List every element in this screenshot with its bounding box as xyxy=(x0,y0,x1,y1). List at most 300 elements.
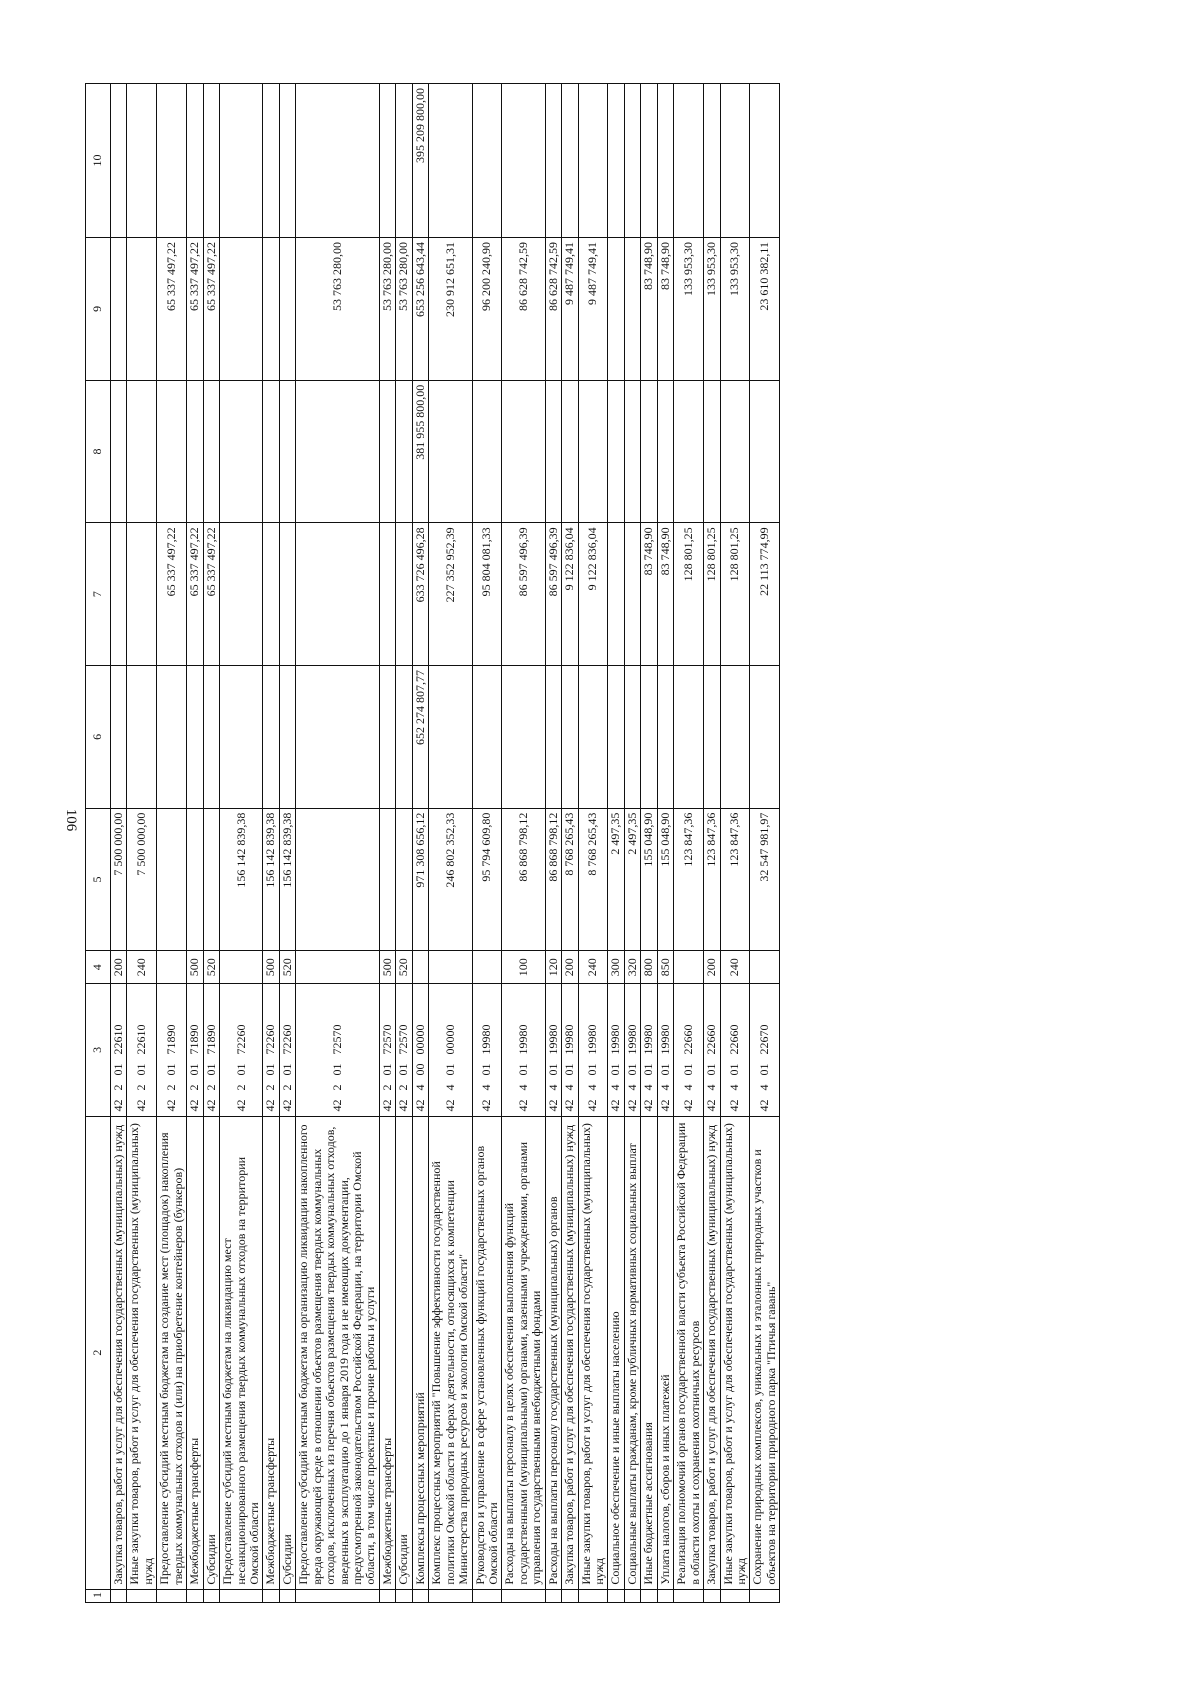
classification-code-cell xyxy=(157,984,187,1116)
expense-name-cell: Иные закупки товаров, работ и услуг для обеспечения государственных (муниципальных) нужд xyxy=(578,1116,608,1589)
expense-name-cell: Субсидии xyxy=(279,1116,295,1589)
amount-cell-c8 xyxy=(674,380,704,523)
amount-cell-c6 xyxy=(704,666,720,809)
code-parts xyxy=(414,988,427,1111)
col1-cell xyxy=(412,1589,428,1602)
classification-code-cell xyxy=(720,984,750,1116)
code-part: 19980 xyxy=(641,1024,656,1055)
code-parts xyxy=(586,988,599,1111)
code-parts xyxy=(547,988,560,1111)
code-part: 22670 xyxy=(757,1024,772,1055)
amount-cell-c5 xyxy=(396,808,412,951)
col1-cell xyxy=(296,1589,380,1602)
code-part: 01 xyxy=(442,1063,457,1076)
amount-cell-c6 xyxy=(111,666,127,809)
amount-cell-c8 xyxy=(220,380,263,523)
expense-type-cell: 520 xyxy=(203,951,219,984)
col1-cell xyxy=(562,1589,578,1602)
expense-type-cell: 500 xyxy=(263,951,279,984)
table-row xyxy=(704,84,720,1603)
table-row xyxy=(674,84,704,1603)
amount-cell-c10 xyxy=(263,84,279,238)
amount-cell-c10: 395 209 800,00 xyxy=(412,84,428,238)
code-part: 19980 xyxy=(479,1024,494,1055)
classification-code-cell xyxy=(608,984,624,1116)
code-part: 22660 xyxy=(727,1024,742,1055)
amount-cell-c6 xyxy=(608,666,624,809)
code-parts xyxy=(281,988,294,1111)
col1-cell xyxy=(720,1589,750,1602)
amount-cell-c8 xyxy=(379,380,395,523)
expense-type-cell: 240 xyxy=(127,951,157,984)
code-part: 01 xyxy=(657,1063,672,1076)
amount-cell-c8 xyxy=(704,380,720,523)
classification-code-cell xyxy=(674,984,704,1116)
amount-cell-c7: 9 122 836,04 xyxy=(578,523,608,666)
amount-cell-c9: 53 763 280,00 xyxy=(379,238,395,381)
code-part: 42 xyxy=(585,1099,600,1112)
code-part: 01 xyxy=(164,1063,179,1076)
table-row xyxy=(502,84,545,1603)
amount-cell-c7: 65 337 497,22 xyxy=(203,523,219,666)
amount-cell-c6 xyxy=(396,666,412,809)
amount-cell-c8 xyxy=(545,380,561,523)
code-part: 01 xyxy=(379,1063,394,1076)
code-part: 01 xyxy=(479,1063,494,1076)
code-part: 42 xyxy=(641,1099,656,1112)
amount-cell-c9: 653 256 643,44 xyxy=(412,238,428,381)
table-row xyxy=(578,84,608,1603)
code-part: 2 xyxy=(279,1084,294,1091)
expense-name-cell: Расходы на выплаты персоналу в целях обеспечения выполнения функций государственными (муниципальными) органами, казенными учреждениями, органами управления государственными внебюджетными фондами xyxy=(502,1116,545,1589)
code-part: 22660 xyxy=(704,1024,719,1055)
col1-cell xyxy=(203,1589,219,1602)
amount-cell-c10 xyxy=(396,84,412,238)
code-part: 00000 xyxy=(412,1024,427,1055)
amount-cell-c5: 86 868 798,12 xyxy=(545,808,561,951)
amount-cell-c7 xyxy=(220,523,263,666)
code-part: 01 xyxy=(111,1063,125,1076)
code-part: 01 xyxy=(680,1063,695,1076)
code-part: 2 xyxy=(396,1084,411,1091)
amount-cell-c5: 246 802 352,33 xyxy=(429,808,472,951)
amount-cell-c10 xyxy=(720,84,750,238)
classification-code-cell xyxy=(641,984,657,1116)
amount-cell-c6 xyxy=(203,666,219,809)
col1-cell xyxy=(624,1589,640,1602)
table-row xyxy=(157,84,187,1603)
amount-cell-c9: 9 487 749,41 xyxy=(578,238,608,381)
amount-cell-c8 xyxy=(111,380,127,523)
code-part: 42 xyxy=(657,1099,672,1112)
amount-cell-c8 xyxy=(720,380,750,523)
code-part: 01 xyxy=(727,1063,742,1076)
expense-type-cell: 240 xyxy=(578,951,608,984)
amount-cell-c7: 128 801,25 xyxy=(704,523,720,666)
amount-cell-c6: 652 274 807,77 xyxy=(412,666,428,809)
amount-cell-c7: 128 801,25 xyxy=(720,523,750,666)
code-part: 72260 xyxy=(279,1024,294,1055)
expense-name-cell: Реализация полномочий органов государственной власти субъекта Российской Федерации в области охоты и сохранения охотничьих ресурсов xyxy=(674,1116,704,1589)
expense-name-cell: Комплекс процессных мероприятий "Повышение эффективности государственной политики Омской области в сферах деятельности, относящихся к компетенции Министерства природных ресурсов и экологии Омской области" xyxy=(429,1116,472,1589)
amount-cell-c9: 65 337 497,22 xyxy=(157,238,187,381)
amount-cell-c5 xyxy=(203,808,219,951)
amount-cell-c9 xyxy=(127,238,157,381)
header-cell: 2 xyxy=(86,1116,111,1589)
expense-type-cell: 120 xyxy=(545,951,561,984)
amount-cell-c10 xyxy=(704,84,720,238)
col1-cell xyxy=(704,1589,720,1602)
amount-cell-c5: 95 794 609,80 xyxy=(472,808,502,951)
amount-cell-c7 xyxy=(396,523,412,666)
amount-cell-c6 xyxy=(127,666,157,809)
amount-cell-c8 xyxy=(279,380,295,523)
code-part: 01 xyxy=(624,1063,639,1076)
amount-cell-c10 xyxy=(157,84,187,238)
expense-type-cell: 850 xyxy=(657,951,673,984)
classification-code-cell xyxy=(429,984,472,1116)
amount-cell-c10 xyxy=(127,84,157,238)
table-row xyxy=(641,84,657,1603)
header-cell: 5 xyxy=(86,808,111,951)
header-cell: 9 xyxy=(86,238,111,381)
code-part: 4 xyxy=(727,1084,742,1091)
code-part: 42 xyxy=(111,1099,125,1112)
expense-name-cell: Руководство и управление в сфере установленных функций государственных органов Омской области xyxy=(472,1116,502,1589)
code-part: 4 xyxy=(657,1084,672,1091)
code-part: 01 xyxy=(203,1063,218,1076)
col1-cell xyxy=(608,1589,624,1602)
expense-name-cell: Социальное обеспечение и иные выплаты населению xyxy=(608,1116,624,1589)
code-part: 42 xyxy=(396,1099,411,1112)
amount-cell-c5: 2 497,35 xyxy=(608,808,624,951)
code-parts xyxy=(188,988,201,1111)
amount-cell-c9 xyxy=(111,238,127,381)
amount-cell-c8 xyxy=(472,380,502,523)
expense-type-cell xyxy=(674,951,704,984)
table-row xyxy=(750,84,780,1603)
code-part: 22610 xyxy=(134,1024,149,1055)
code-parts xyxy=(397,988,410,1111)
amount-cell-c9: 83 748,90 xyxy=(641,238,657,381)
code-parts xyxy=(264,988,277,1111)
code-part: 01 xyxy=(608,1063,623,1076)
code-part: 4 xyxy=(608,1084,623,1091)
amount-cell-c10 xyxy=(641,84,657,238)
amount-cell-c5: 971 308 656,12 xyxy=(412,808,428,951)
code-parts xyxy=(609,988,622,1111)
expense-name-cell: Предоставление субсидий местным бюджетам на ликвидацию мест несанкционированного размещения твердых коммунальных отходов на территории Омской области xyxy=(220,1116,263,1589)
code-parts xyxy=(444,988,457,1111)
amount-cell-c10 xyxy=(279,84,295,238)
amount-cell-c9: 230 912 651,31 xyxy=(429,238,472,381)
amount-cell-c10 xyxy=(111,84,127,238)
classification-code-cell xyxy=(187,984,203,1116)
classification-code-cell xyxy=(545,984,561,1116)
code-part: 01 xyxy=(396,1063,411,1076)
expense-name-cell: Сохранение природных комплексов, уникальных и эталонных природных участков и объектов на территории природного парка "Птичья гавань" xyxy=(750,1116,780,1589)
expense-type-cell: 320 xyxy=(624,951,640,984)
amount-cell-c7 xyxy=(127,523,157,666)
table-row xyxy=(412,84,428,1603)
amount-cell-c5 xyxy=(379,808,395,951)
code-part: 19980 xyxy=(562,1024,577,1055)
classification-code-cell xyxy=(263,984,279,1116)
col1-cell xyxy=(429,1589,472,1602)
amount-cell-c8 xyxy=(608,380,624,523)
table-row xyxy=(379,84,395,1603)
amount-cell-c8 xyxy=(263,380,279,523)
amount-cell-c8 xyxy=(157,380,187,523)
code-part: 01 xyxy=(263,1063,278,1076)
col1-cell xyxy=(396,1589,412,1602)
amount-cell-c5: 156 142 839,38 xyxy=(263,808,279,951)
amount-cell-c8 xyxy=(203,380,219,523)
code-part: 01 xyxy=(329,1063,344,1076)
amount-cell-c5: 123 847,36 xyxy=(704,808,720,951)
code-part: 42 xyxy=(329,1099,344,1112)
expense-type-cell xyxy=(750,951,780,984)
header-row xyxy=(86,84,111,1603)
amount-cell-c9: 83 748,90 xyxy=(657,238,673,381)
code-part: 01 xyxy=(545,1063,560,1076)
amount-cell-c9: 23 610 382,11 xyxy=(750,238,780,381)
table-body xyxy=(111,84,780,1603)
expense-name-cell: Иные закупки товаров, работ и услуг для обеспечения государственных (муниципальных) нужд xyxy=(127,1116,157,1589)
header-cell: 3 xyxy=(86,984,111,1116)
table-row xyxy=(624,84,640,1603)
amount-cell-c10 xyxy=(203,84,219,238)
amount-cell-c5: 156 142 839,38 xyxy=(279,808,295,951)
code-part: 19980 xyxy=(545,1024,560,1055)
table-row xyxy=(396,84,412,1603)
amount-cell-c5: 7 500 000,00 xyxy=(111,808,127,951)
amount-cell-c9: 86 628 742,59 xyxy=(502,238,545,381)
expense-name-cell: Субсидии xyxy=(203,1116,219,1589)
amount-cell-c8 xyxy=(624,380,640,523)
expense-name-cell: Закупка товаров, работ и услуг для обеспечения государственных (муниципальных) нужд xyxy=(111,1116,127,1589)
amount-cell-c8 xyxy=(657,380,673,523)
code-part: 01 xyxy=(585,1063,600,1076)
code-part: 42 xyxy=(704,1099,719,1112)
expense-type-cell: 520 xyxy=(279,951,295,984)
col1-cell xyxy=(657,1589,673,1602)
code-parts xyxy=(165,988,178,1111)
amount-cell-c9: 86 628 742,59 xyxy=(545,238,561,381)
col1-cell xyxy=(545,1589,561,1602)
amount-cell-c9 xyxy=(263,238,279,381)
amount-cell-c8 xyxy=(502,380,545,523)
code-part: 22610 xyxy=(111,1024,125,1055)
code-part: 2 xyxy=(263,1084,278,1091)
budget-table xyxy=(85,83,780,1603)
expense-type-cell: 200 xyxy=(704,951,720,984)
amount-cell-c10 xyxy=(379,84,395,238)
page-number: 106 xyxy=(63,808,79,832)
amount-cell-c10 xyxy=(578,84,608,238)
expense-name-cell: Межбюджетные трансферты xyxy=(379,1116,395,1589)
amount-cell-c6 xyxy=(502,666,545,809)
amount-cell-c6 xyxy=(279,666,295,809)
code-part: 42 xyxy=(203,1099,218,1112)
amount-cell-c7 xyxy=(608,523,624,666)
code-part: 42 xyxy=(233,1099,248,1112)
code-part: 01 xyxy=(562,1063,577,1076)
code-part: 01 xyxy=(187,1063,202,1076)
code-part: 4 xyxy=(757,1084,772,1091)
code-part: 01 xyxy=(233,1063,248,1076)
expense-name-cell: Расходы на выплаты персоналу государственных (муниципальных) органов xyxy=(545,1116,561,1589)
amount-cell-c5: 32 547 981,97 xyxy=(750,808,780,951)
amount-cell-c6 xyxy=(641,666,657,809)
amount-cell-c5: 8 768 265,43 xyxy=(578,808,608,951)
code-parts xyxy=(381,988,394,1111)
amount-cell-c9 xyxy=(220,238,263,381)
code-part: 4 xyxy=(562,1084,577,1091)
table-row xyxy=(187,84,203,1603)
classification-code-cell xyxy=(624,984,640,1116)
header-cell: 7 xyxy=(86,523,111,666)
amount-cell-c5 xyxy=(157,808,187,951)
amount-cell-c9: 65 337 497,22 xyxy=(203,238,219,381)
col1-cell xyxy=(187,1589,203,1602)
code-part: 72570 xyxy=(329,1024,344,1055)
amount-cell-c9: 53 763 280,00 xyxy=(296,238,380,381)
code-parts xyxy=(642,988,655,1111)
code-part: 42 xyxy=(545,1099,560,1112)
classification-code-cell xyxy=(127,984,157,1116)
code-part: 42 xyxy=(727,1099,742,1112)
amount-cell-c5: 8 768 265,43 xyxy=(562,808,578,951)
col1-cell xyxy=(502,1589,545,1602)
amount-cell-c7 xyxy=(379,523,395,666)
amount-cell-c7: 22 113 774,99 xyxy=(750,523,780,666)
col1-cell xyxy=(472,1589,502,1602)
amount-cell-c6 xyxy=(562,666,578,809)
code-parts xyxy=(235,988,248,1111)
table-row xyxy=(472,84,502,1603)
amount-cell-c9: 65 337 497,22 xyxy=(187,238,203,381)
amount-cell-c5: 123 847,36 xyxy=(674,808,704,951)
code-part: 2 xyxy=(329,1084,344,1091)
code-part: 42 xyxy=(379,1099,394,1112)
code-parts xyxy=(626,988,639,1111)
header-cell: 8 xyxy=(86,380,111,523)
expense-type-cell xyxy=(429,951,472,984)
amount-cell-c10 xyxy=(296,84,380,238)
code-part: 72570 xyxy=(379,1024,394,1055)
code-parts xyxy=(563,988,576,1111)
code-part: 42 xyxy=(164,1099,179,1112)
code-part: 19980 xyxy=(657,1024,672,1055)
code-part: 01 xyxy=(515,1063,530,1076)
expense-name-cell: Закупка товаров, работ и услуг для обеспечения государственных (муниципальных) нужд xyxy=(562,1116,578,1589)
amount-cell-c6 xyxy=(379,666,395,809)
amount-cell-c10 xyxy=(657,84,673,238)
code-part: 19980 xyxy=(624,1024,639,1055)
expense-name-cell: Предоставление субсидий местным бюджетам на организацию ликвидации накопленного вреда окружающей среде в отношении объектов размещения твердых коммунальных отходов, исключенных из перечня объектов размещения твердых коммунальных отходов, введенных в эксплуатацию до 1 января 2019 года и не имеющих документации, предусмотренной законодательством Российской Федерации, на территории Омской области, в том числе проектные и прочие работы и услуги xyxy=(296,1116,380,1589)
amount-cell-c5: 155 048,90 xyxy=(657,808,673,951)
amount-cell-c5: 155 048,90 xyxy=(641,808,657,951)
code-part: 4 xyxy=(442,1084,457,1091)
classification-code-cell xyxy=(220,984,263,1116)
header-cell: 6 xyxy=(86,666,111,809)
code-part: 4 xyxy=(515,1084,530,1091)
code-part: 00 xyxy=(412,1063,427,1076)
expense-type-cell xyxy=(472,951,502,984)
amount-cell-c8 xyxy=(296,380,380,523)
amount-cell-c7: 633 726 496,28 xyxy=(412,523,428,666)
amount-cell-c6 xyxy=(624,666,640,809)
table-row xyxy=(296,84,380,1603)
amount-cell-c10 xyxy=(187,84,203,238)
code-part: 4 xyxy=(624,1084,639,1091)
amount-cell-c5: 123 847,36 xyxy=(720,808,750,951)
code-part: 2 xyxy=(203,1084,218,1091)
code-part: 42 xyxy=(757,1099,772,1112)
col1-cell xyxy=(674,1589,704,1602)
amount-cell-c8 xyxy=(578,380,608,523)
rotated-page-content xyxy=(85,83,1135,1603)
amount-cell-c8 xyxy=(429,380,472,523)
table-row xyxy=(657,84,673,1603)
amount-cell-c6 xyxy=(472,666,502,809)
code-part: 19980 xyxy=(608,1024,623,1055)
table-row xyxy=(545,84,561,1603)
expense-name-cell: Иные бюджетные ассигнования xyxy=(641,1116,657,1589)
expense-type-cell: 200 xyxy=(562,951,578,984)
table-row xyxy=(429,84,472,1603)
expense-type-cell xyxy=(412,951,428,984)
code-part: 19980 xyxy=(585,1024,600,1055)
code-parts xyxy=(682,988,695,1111)
code-part: 72260 xyxy=(233,1024,248,1055)
amount-cell-c9 xyxy=(608,238,624,381)
col1-cell xyxy=(263,1589,279,1602)
amount-cell-c6 xyxy=(187,666,203,809)
classification-code-cell xyxy=(502,984,545,1116)
expense-type-cell xyxy=(157,951,187,984)
classification-code-cell xyxy=(562,984,578,1116)
amount-cell-c5: 2 497,35 xyxy=(624,808,640,951)
classification-code-cell xyxy=(704,984,720,1116)
code-part: 42 xyxy=(562,1099,577,1112)
code-part: 01 xyxy=(134,1063,149,1076)
table-row xyxy=(127,84,157,1603)
code-parts xyxy=(112,988,125,1111)
code-part: 00000 xyxy=(442,1024,457,1055)
amount-cell-c10 xyxy=(429,84,472,238)
code-part: 42 xyxy=(134,1099,149,1112)
expense-type-cell xyxy=(220,951,263,984)
amount-cell-c7: 86 597 496,39 xyxy=(545,523,561,666)
amount-cell-c7: 227 352 952,39 xyxy=(429,523,472,666)
amount-cell-c9 xyxy=(279,238,295,381)
amount-cell-c9 xyxy=(624,238,640,381)
code-part: 4 xyxy=(585,1084,600,1091)
header-cell: 1 xyxy=(86,1589,111,1602)
amount-cell-c10 xyxy=(562,84,578,238)
header-cell: 10 xyxy=(86,84,111,238)
col1-cell xyxy=(641,1589,657,1602)
expense-type-cell: 240 xyxy=(720,951,750,984)
classification-code-cell xyxy=(578,984,608,1116)
amount-cell-c8: 381 955 800,00 xyxy=(412,380,428,523)
amount-cell-c5 xyxy=(187,808,203,951)
amount-cell-c9: 133 953,30 xyxy=(674,238,704,381)
code-part: 42 xyxy=(479,1099,494,1112)
code-parts xyxy=(331,988,344,1111)
